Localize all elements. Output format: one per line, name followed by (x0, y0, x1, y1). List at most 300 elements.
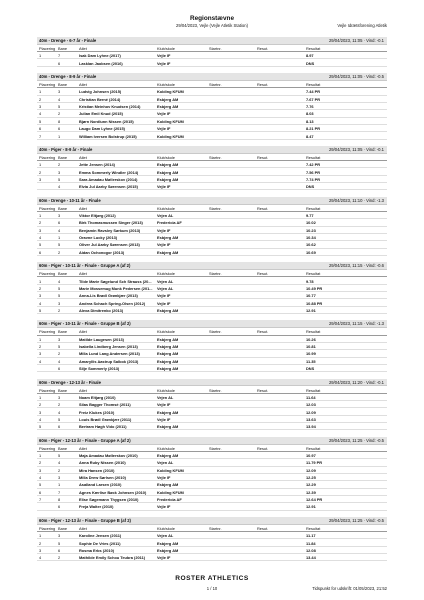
column-header-place: Placering (39, 329, 56, 335)
cell-name: Emma Sommerly Windler (2014) (79, 169, 139, 175)
column-header-place: Placering (39, 45, 56, 51)
cell-lane: 6 (58, 504, 61, 510)
cell-club: Vejle IF (157, 475, 171, 481)
event-block (37, 73, 387, 140)
table-row (37, 503, 387, 510)
event-block (37, 437, 387, 511)
event-time-wind: 29/04/2023, 11:15 · Vind: -0.6 (328, 263, 384, 269)
table-row (37, 489, 387, 496)
cell-club: Esbjerg AM (157, 162, 179, 168)
results-list (37, 37, 387, 568)
cell-result: 10.26 (306, 336, 316, 342)
column-header-row (37, 525, 387, 532)
cell-lane: 5 (58, 104, 61, 110)
table-row (37, 161, 387, 168)
column-header-start: Startnr. (209, 82, 222, 88)
table-row (37, 227, 387, 234)
cell-club: Esbjerg AM (157, 351, 179, 357)
cell-club: Vejen AL (157, 460, 174, 466)
cell-name: Freiz Klukes (2010) (79, 409, 115, 415)
cell-lane: 6 (58, 60, 61, 66)
cell-result: 9.78 (306, 278, 314, 284)
cell-name: Louis Brødl Grønkjær (2011) (79, 416, 132, 422)
cell-name: Elise Søgemann Thygsen (2010) (79, 497, 139, 503)
cell-club: Vejle IF (157, 242, 171, 248)
cell-lane: 5 (58, 540, 61, 546)
column-header-result: Resultat (306, 154, 321, 160)
document-title: Regionstævne (189, 15, 235, 22)
event-block (37, 379, 387, 431)
cell-name: Birk Thomasmussen Singer (2013) (79, 220, 143, 226)
cell-result: 12.08 (306, 547, 316, 553)
table-row (37, 532, 387, 539)
column-header-result: Resultat (306, 45, 321, 51)
cell-club: Kolding KFUM (157, 89, 184, 95)
column-header-start: Startnr. (209, 445, 222, 451)
cell-club: Esbjerg AM (157, 249, 179, 255)
cell-lane: 3 (58, 394, 61, 400)
table-row (37, 452, 387, 459)
table-row (37, 168, 387, 175)
table-row (37, 183, 387, 190)
cell-result: 8.47 (306, 133, 314, 139)
table-row (37, 241, 387, 248)
table-row (37, 176, 387, 183)
cell-lane: 3 (58, 169, 61, 175)
column-header-place: Placering (39, 205, 56, 211)
column-header-result: Resultat (306, 387, 321, 393)
cell-lane: 3 (58, 89, 61, 95)
column-header-name: Atlet (79, 525, 87, 531)
cell-result: 10.23 (306, 227, 316, 233)
table-row (37, 336, 387, 343)
cell-name: Laugo Dam Lyhne (2015) (79, 126, 125, 132)
table-row (37, 96, 387, 103)
cell-lane: 5 (58, 176, 61, 182)
cell-result: 12.91 (306, 307, 316, 313)
cell-club: Vejle IF (157, 184, 171, 190)
column-header-row (37, 81, 387, 88)
document-header (0, 0, 424, 40)
cell-name: Isabella Lindberg Jensen (2013) (79, 344, 138, 350)
event-header (37, 262, 387, 270)
cell-lane: 4 (58, 227, 61, 233)
cell-result: 7.42 PR (306, 162, 321, 168)
column-header-row (37, 154, 387, 161)
column-header-slut: Resut. (257, 205, 269, 211)
cell-result: 10.88 PR (306, 300, 323, 306)
column-header-start: Startnr. (209, 205, 222, 211)
cell-lane: 4 (58, 278, 61, 284)
cell-name: Oliver Jul Aarby Sørensen (2013) (79, 242, 140, 248)
cell-result: 12.09 (306, 409, 316, 415)
table-row (37, 59, 387, 66)
cell-result: 13.94 (306, 424, 316, 430)
cell-result: 10.62 (306, 242, 316, 248)
table-row (37, 299, 387, 306)
cell-lane: 4 (58, 358, 61, 364)
table-row (37, 459, 387, 466)
cell-lane: 3 (58, 336, 61, 342)
column-header-place: Placering (39, 387, 56, 393)
cell-place: 4 (39, 555, 42, 561)
cell-club: Esbjerg AM (157, 366, 179, 372)
column-header-name: Atlet (79, 329, 87, 335)
event-title: 60m - Piger - 10-11 år - Finale - Gruppe A (af 2) (39, 263, 131, 269)
cell-club: Vejle IF (157, 504, 171, 510)
cell-name: Elvia Jul Aarby Sørensen (2015) (79, 184, 138, 190)
cell-lane: 8 (58, 118, 61, 124)
table-row (37, 365, 387, 372)
cell-result: 7.67 PR (306, 96, 321, 102)
table-row (37, 103, 387, 110)
column-header-slut: Resut. (257, 45, 269, 51)
table-row (37, 496, 387, 503)
table-row (37, 307, 387, 314)
event-block (37, 37, 387, 67)
cell-lane: 3 (58, 533, 61, 539)
event-header (37, 146, 387, 154)
cell-lane: 2 (58, 249, 61, 255)
cell-name: Matilde Laugesen (2013) (79, 336, 124, 342)
column-header-slut: Resut. (257, 445, 269, 451)
column-header-place: Placering (39, 525, 56, 531)
column-header-lane: Bane (58, 154, 68, 160)
table-row (37, 358, 387, 365)
column-header-name: Atlet (79, 445, 87, 451)
column-header-place: Placering (39, 154, 56, 160)
cell-club: Fredericia AF (157, 497, 182, 503)
cell-result: 8.21 PR (306, 126, 321, 132)
event-time-wind: 29/04/2023, 11:25 · Vind: -0.5 (328, 517, 384, 523)
column-header-result: Resultat (306, 445, 321, 451)
cell-result: 11.84 (306, 540, 316, 546)
cell-club: Esbjerg AM (157, 482, 179, 488)
column-header-result: Resultat (306, 329, 321, 335)
table-row (37, 394, 387, 401)
cell-result: 7.44 PR (306, 89, 321, 95)
cell-club: Vejle IF (157, 402, 171, 408)
cell-club: Kolding KFUM (157, 467, 184, 473)
cell-club: Esbjerg AM (157, 104, 179, 110)
cell-name: Kristian Meinhov Knudsen (2014) (79, 104, 141, 110)
column-header-row (37, 270, 387, 277)
cell-name: Noam Eltjørg (2010) (79, 394, 116, 400)
cell-result: 12.09 (306, 467, 316, 473)
cell-result: DNS (306, 60, 315, 66)
cell-result: 10.77 (306, 293, 316, 299)
cell-name: Freja Walter (2010) (79, 504, 114, 510)
cell-name: Isak Dam Lyhne (2017) (79, 53, 121, 59)
document-subtitle: 29/04/2023, Vejle (Vejle Atletik Station) (176, 23, 248, 28)
cell-name: Anna Ruby Nissen (2010) (79, 460, 126, 466)
cell-result: 13.63 (306, 416, 316, 422)
cell-club: Vejle IF (157, 126, 171, 132)
event-title: 40m - Piger - 8-9 år - Finale (39, 146, 93, 152)
column-header-slut: Resut. (257, 82, 269, 88)
cell-result: 12.25 (306, 475, 316, 481)
cell-lane: 1 (58, 133, 61, 139)
event-title: 60m - Piger - 10-11 år - Finale - Gruppe B (af 2) (39, 321, 131, 327)
cell-place: 3 (39, 409, 42, 415)
column-header-slut: Resut. (257, 271, 269, 277)
table-row (37, 350, 387, 357)
cell-club: Esbjerg AM (157, 424, 179, 430)
cell-result: 11.35 (306, 358, 316, 364)
cell-place: 4 (39, 111, 42, 117)
cell-lane: 6 (58, 366, 61, 372)
column-header-place: Placering (39, 445, 56, 451)
cell-name: Marie Mossemug Munk Pedersen (201... (79, 285, 153, 291)
column-header-lane: Bane (58, 445, 68, 451)
cell-name: Andrea Schach Spring-Olsen (2012) (79, 300, 146, 306)
cell-result: 10.02 (306, 220, 316, 226)
event-header (37, 379, 387, 387)
column-header-lane: Bane (58, 45, 68, 51)
event-time-wind: 29/04/2023, 11:20 · Vind: -0.1 (328, 379, 384, 385)
cell-result: 10.97 (306, 453, 316, 459)
cell-place: 4 (39, 358, 42, 364)
table-row (37, 277, 387, 284)
event-block (37, 262, 387, 314)
cell-place: 4 (39, 300, 42, 306)
cell-place: 5 (39, 307, 42, 313)
cell-place: 1 (39, 162, 42, 168)
table-row (37, 547, 387, 554)
cell-club: Vejen AL (157, 394, 174, 400)
column-header-club: Klub/skole (157, 329, 175, 335)
column-header-start: Startnr. (209, 525, 222, 531)
column-header-start: Startnr. (209, 387, 222, 393)
cell-club: Esbjerg AM (157, 96, 179, 102)
event-block (37, 320, 387, 372)
cell-name: Rosma Erbs (2010) (79, 547, 115, 553)
event-time-wind: 29/04/2023, 11:15 · Vind: -1.3 (328, 321, 384, 327)
cell-lane: 1 (58, 235, 61, 241)
cell-lane: 3 (58, 213, 61, 219)
cell-name: Agnes Kærlise Bøck Johnsen (2010) (79, 489, 147, 495)
cell-result: 11.64 (306, 394, 316, 400)
column-header-club: Klub/skole (157, 154, 175, 160)
column-header-name: Atlet (79, 82, 87, 88)
cell-club: Vejen AL (157, 285, 174, 291)
cell-name: Sara Amadau Møllerskov (2014) (79, 176, 138, 182)
event-time-wind: 29/04/2023, 11:10 · Vind: -1.3 (328, 197, 384, 203)
column-header-place: Placering (39, 82, 56, 88)
event-block (37, 197, 387, 256)
column-header-start: Startnr. (209, 329, 222, 335)
cell-place: 2 (39, 220, 42, 226)
cell-place: 2 (39, 402, 42, 408)
cell-place: 2 (39, 96, 42, 102)
table-row (37, 125, 387, 132)
cell-club: Vejle IF (157, 111, 171, 117)
cell-lane: 8 (58, 497, 61, 503)
cell-result: 10.99 (306, 351, 316, 357)
cell-name: Milla Lund Lang Andersen (2013) (79, 351, 140, 357)
event-time-wind: 29/04/2023, 11:05 · Vind: -0.1 (328, 146, 384, 152)
cell-lane: 4 (58, 96, 61, 102)
cell-name: Karoline Jensen (2011) (79, 533, 122, 539)
cell-place: 6 (39, 126, 42, 132)
column-header-row (37, 445, 387, 452)
cell-place: 2 (39, 169, 42, 175)
cell-club: Esbjerg AM (157, 409, 179, 415)
cell-lane: 3 (58, 300, 61, 306)
column-header-lane: Bane (58, 387, 68, 393)
event-block (37, 517, 387, 562)
column-header-row (37, 45, 387, 52)
cell-name: Milla Drew Sørlsen (2010) (79, 475, 126, 481)
column-header-lane: Bane (58, 82, 68, 88)
cell-name: Alexa Dimitrenko (2013) (79, 307, 124, 313)
cell-lane: 4 (58, 460, 61, 466)
column-header-club: Klub/skole (157, 271, 175, 277)
table-row (37, 467, 387, 474)
cell-club: Esbjerg AM (157, 540, 179, 546)
cell-club: Kolding KFUM (157, 489, 184, 495)
column-header-name: Atlet (79, 387, 87, 393)
cell-name: Silas Bagger Thomsé (2011) (79, 402, 131, 408)
cell-name: Lasklan Jaobsen (2016) (79, 60, 123, 66)
cell-club: Vejle IF (157, 53, 171, 59)
cell-lane: 1 (58, 482, 61, 488)
cell-club: Esbjerg AM (157, 235, 179, 241)
cell-lane: 4 (58, 409, 61, 415)
cell-result: 12.39 (306, 489, 316, 495)
column-header-slut: Resut. (257, 329, 269, 335)
event-header (37, 73, 387, 81)
cell-name: William Iversen Bolstrup (2015) (79, 133, 137, 139)
cell-result: 10.34 (306, 235, 316, 241)
cell-club: Vejen AL (157, 533, 174, 539)
cell-place: 5 (39, 242, 42, 248)
cell-place: 1 (39, 89, 42, 95)
cell-lane: 7 (58, 53, 61, 59)
cell-result: 12.64 PR (306, 497, 323, 503)
cell-place: 1 (39, 278, 42, 284)
roster-athletics-logo: ROSTER ATHLETICS (175, 575, 249, 582)
cell-name: Oravne Lucky (2013) (79, 235, 118, 241)
cell-club: Esbjerg AM (157, 344, 179, 350)
column-header-row (37, 205, 387, 212)
cell-club: Vejle IF (157, 416, 171, 422)
cell-result: 12.03 (306, 402, 316, 408)
cell-lane: 5 (58, 285, 61, 291)
organizer-name: Vejle Idrætsforening Atletik (337, 23, 387, 28)
print-timestamp: Tidspunkt for udskrift: 01/05/2023, 21:52 (312, 586, 387, 591)
table-row (37, 401, 387, 408)
column-header-row (37, 328, 387, 335)
cell-result: 13.44 (306, 555, 316, 561)
cell-lane: 6 (58, 424, 61, 430)
table-row (37, 212, 387, 219)
event-time-wind: 29/04/2023, 11:25 · Vind: -0.5 (328, 437, 384, 443)
cell-name: Amaryllis Aastrup Salbok (2013) (79, 358, 139, 364)
cell-place: 3 (39, 293, 42, 299)
cell-place: 7 (39, 497, 42, 503)
cell-place: 1 (39, 533, 42, 539)
cell-place: 2 (39, 540, 42, 546)
column-header-club: Klub/skole (157, 525, 175, 531)
cell-club: Kolding KFUM (157, 118, 184, 124)
cell-name: Viktor Eltjørg (2012) (79, 213, 116, 219)
cell-name: Silje Sommerly (2013) (79, 366, 120, 372)
table-row (37, 52, 387, 59)
column-header-name: Atlet (79, 205, 87, 211)
event-header (37, 197, 387, 205)
column-header-start: Startnr. (209, 45, 222, 51)
cell-place: 2 (39, 285, 42, 291)
cell-lane: 2 (58, 307, 61, 313)
table-row (37, 539, 387, 546)
column-header-name: Atlet (79, 154, 87, 160)
column-header-club: Klub/skole (157, 82, 175, 88)
cell-place: 5 (39, 482, 42, 488)
event-title: 60m - Drenge - 10-11 år - Finale (39, 197, 101, 203)
event-header (37, 437, 387, 445)
cell-name: Maja Amadau Møllerskov (2010) (79, 453, 138, 459)
cell-place: 5 (39, 424, 42, 430)
event-title: 60m - Drenge - 12-13 år - Finale (39, 379, 101, 385)
cell-name: Benjamin Ravsley Sørkum (2013) (79, 227, 141, 233)
cell-name: Christian Berné (2014) (79, 96, 121, 102)
cell-place: 1 (39, 53, 42, 59)
column-header-place: Placering (39, 271, 56, 277)
event-time-wind: 29/04/2023, 11:05 · Vind: -0.1 (328, 38, 384, 43)
column-header-slut: Resut. (257, 387, 269, 393)
cell-result: 11.17 (306, 533, 316, 539)
column-header-result: Resultat (306, 271, 321, 277)
cell-place: 3 (39, 351, 42, 357)
table-row (37, 474, 387, 481)
column-header-lane: Bane (58, 525, 68, 531)
table-row (37, 481, 387, 488)
cell-name: Anna-Lis Brødl Grønkjær (2013) (79, 293, 138, 299)
cell-result: 7.76 (306, 104, 314, 110)
column-header-lane: Bane (58, 329, 68, 335)
cell-place: 1 (39, 336, 42, 342)
table-row (37, 110, 387, 117)
event-title: 60m - Piger - 12-13 år - Finale - Gruppe A (af 2) (39, 437, 131, 443)
cell-place: 7 (39, 133, 42, 139)
table-row (37, 292, 387, 299)
page-number: 1 / 10 (206, 586, 218, 591)
event-title: 40m - Drenge - 8-9 år - Finale (39, 74, 97, 80)
cell-lane: 6 (58, 126, 61, 132)
cell-club: Vejle IF (157, 300, 171, 306)
cell-result: DNS (306, 366, 315, 372)
cell-club: Esbjerg AM (157, 169, 179, 175)
cell-club: Esbjerg AM (157, 176, 179, 182)
table-row (37, 343, 387, 350)
cell-name: Julian Emil Knud (2015) (79, 111, 123, 117)
cell-place: 4 (39, 475, 42, 481)
column-header-name: Atlet (79, 271, 87, 277)
column-header-result: Resultat (306, 205, 321, 211)
cell-result: 10.49 PR (306, 285, 323, 291)
cell-result: 7.56 PR (306, 169, 321, 175)
cell-place: 3 (39, 176, 42, 182)
table-row (37, 416, 387, 423)
table-row (37, 423, 387, 430)
column-header-slut: Resut. (257, 525, 269, 531)
event-header (37, 517, 387, 525)
cell-result: 8.03 (306, 111, 314, 117)
event-title: 60m - Piger - 12-13 år - Finale - Gruppe B (af 2) (39, 517, 131, 523)
cell-result: 12.91 (306, 504, 316, 510)
table-row (37, 234, 387, 241)
